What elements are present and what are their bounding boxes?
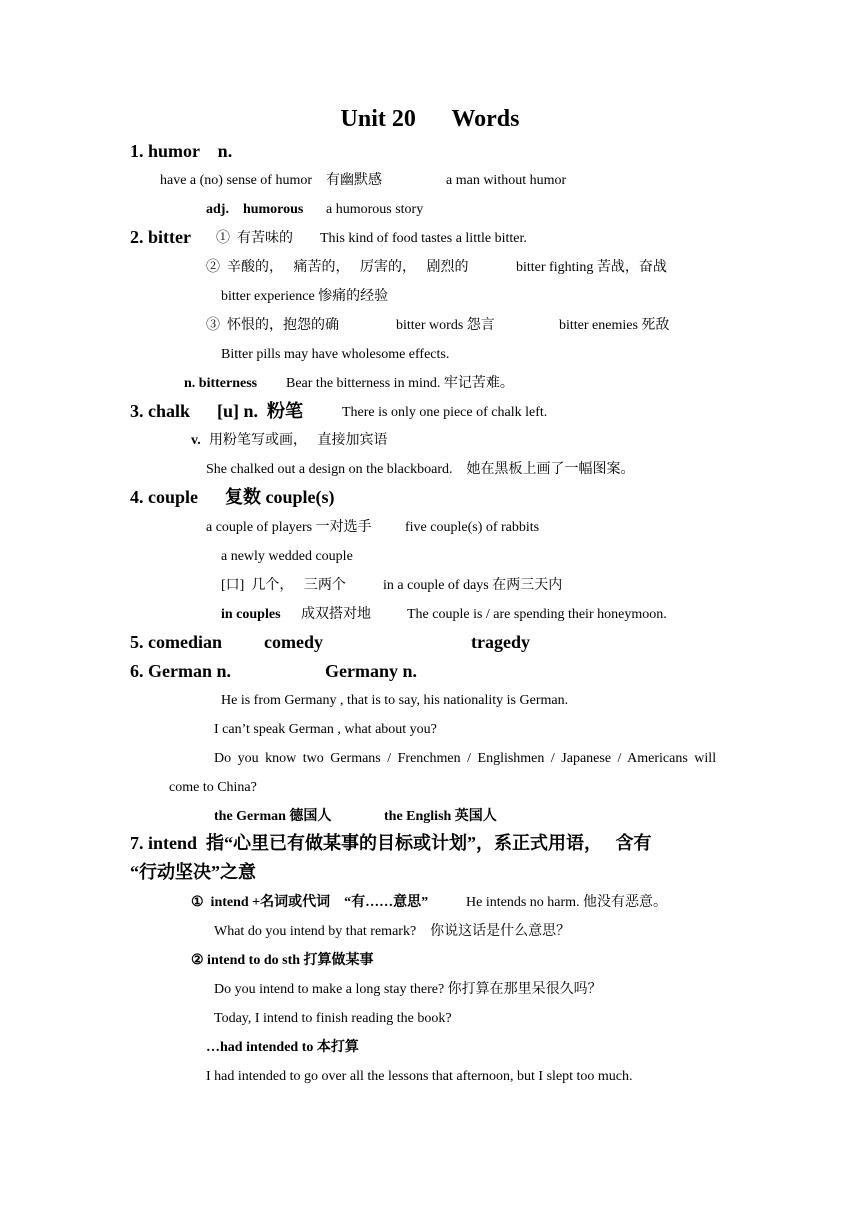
- humor-adj-example: a humorous story: [326, 202, 424, 217]
- intend-usage-2: ② intend to do sth 打算做某事: [191, 953, 374, 968]
- bitter-sense-1-example: This kind of food tastes a little bitter.: [320, 231, 527, 246]
- intend-example-2: What do you intend by that remark? 你说这话是什么意思？: [214, 924, 571, 939]
- bitterness-example: Bear the bitterness in mind. 牢记苦难。: [286, 376, 514, 391]
- intend-example-3: Do you intend to make a long stay there? 你打算在那里呆很久吗？: [214, 982, 602, 997]
- entry-chalk-heading: 3. chalk [u] n. 粉笔: [130, 401, 304, 421]
- chalk-verb-label: v.: [191, 433, 201, 448]
- entry-tragedy: tragedy: [471, 632, 530, 652]
- humor-example-1: have a (no) sense of humor 有幽默感: [160, 173, 383, 188]
- bitter-enemies: bitter enemies 死敌: [559, 318, 670, 333]
- couple-colloquial: [口] 几个， 三两个: [221, 578, 346, 593]
- bitter-sense-3: ③ 怀恨的，抱怨的确: [206, 318, 339, 333]
- page-title: Unit 20 Words: [340, 106, 520, 132]
- german-example-3-cont: come to China?: [169, 780, 257, 795]
- chalk-verb-definition: 用粉笔写或画， 直接加宾语: [209, 433, 388, 448]
- entry-german-heading: 6. German n.: [130, 661, 231, 681]
- couple-example-4: The couple is / are spending their honeymoon.: [407, 607, 667, 622]
- bitter-sense-2: ② 辛酸的， 痛苦的， 厉害的， 剧烈的: [206, 260, 469, 275]
- in-couples-meaning: 成双搭对地: [301, 607, 371, 622]
- couple-example-3: a newly wedded couple: [221, 549, 353, 564]
- german-example-1: He is from Germany , that is to say, his nationality is German.: [221, 693, 569, 708]
- entry-intend-heading: 7. intend 指“心里已有做某事的目标或计划”，系正式用语， 含有: [130, 833, 652, 853]
- entry-intend-heading-cont: “行动坚决”之意: [130, 862, 256, 882]
- chalk-example: There is only one piece of chalk left.: [342, 405, 548, 420]
- couple-example-1: a couple of players 一对选手: [206, 520, 372, 535]
- bitter-experience: bitter experience 惨痛的经验: [221, 289, 389, 304]
- entry-comedy: comedy: [264, 632, 323, 652]
- the-german: the German 德国人: [214, 809, 332, 824]
- entry-humor-heading: 1. humor n.: [130, 141, 233, 161]
- in-couples-label: in couples: [221, 607, 281, 622]
- bitter-words: bitter words 怨言: [396, 318, 495, 333]
- couple-colloquial-example: in a couple of days 在两三天内: [383, 578, 563, 593]
- humor-adj-label: adj. humorous: [206, 202, 304, 217]
- bitterness-label: n. bitterness: [184, 376, 258, 391]
- entry-couple-heading: 4. couple 复数 couple(s): [130, 487, 335, 507]
- the-english: the English 英国人: [384, 809, 497, 824]
- entry-bitter-heading: 2. bitter: [130, 227, 191, 247]
- humor-example-2: a man without humor: [446, 173, 567, 188]
- bitter-proverb: Bitter pills may have wholesome effects.: [221, 347, 450, 362]
- intend-example-4: Today, I intend to finish reading the book?: [214, 1011, 452, 1026]
- entry-comedian-heading: 5. comedian: [130, 632, 222, 652]
- intend-usage-1-example: He intends no harm. 他没有恶意。: [466, 895, 668, 910]
- had-intended-example: I had intended to go over all the lessons that afternoon, but I slept too much.: [206, 1069, 633, 1084]
- bitter-sense-2-example: bitter fighting 苦战，奋战: [516, 260, 667, 275]
- had-intended-label: …had intended to 本打算: [206, 1040, 359, 1055]
- intend-usage-1: ① intend +名词或代词 “有……意思”: [191, 895, 429, 910]
- chalk-verb-example: She chalked out a design on the blackboard. 她在黑板上画了一幅图案。: [206, 462, 635, 477]
- german-example-2: I can’t speak German , what about you?: [214, 722, 437, 737]
- entry-germany: Germany n.: [325, 661, 417, 681]
- german-example-3: Do you know two Germans / Frenchmen / Englishmen / Japanese / Americans will: [214, 751, 717, 766]
- couple-example-2: five couple(s) of rabbits: [405, 520, 540, 535]
- bitter-sense-1: ① 有苦味的: [216, 231, 293, 246]
